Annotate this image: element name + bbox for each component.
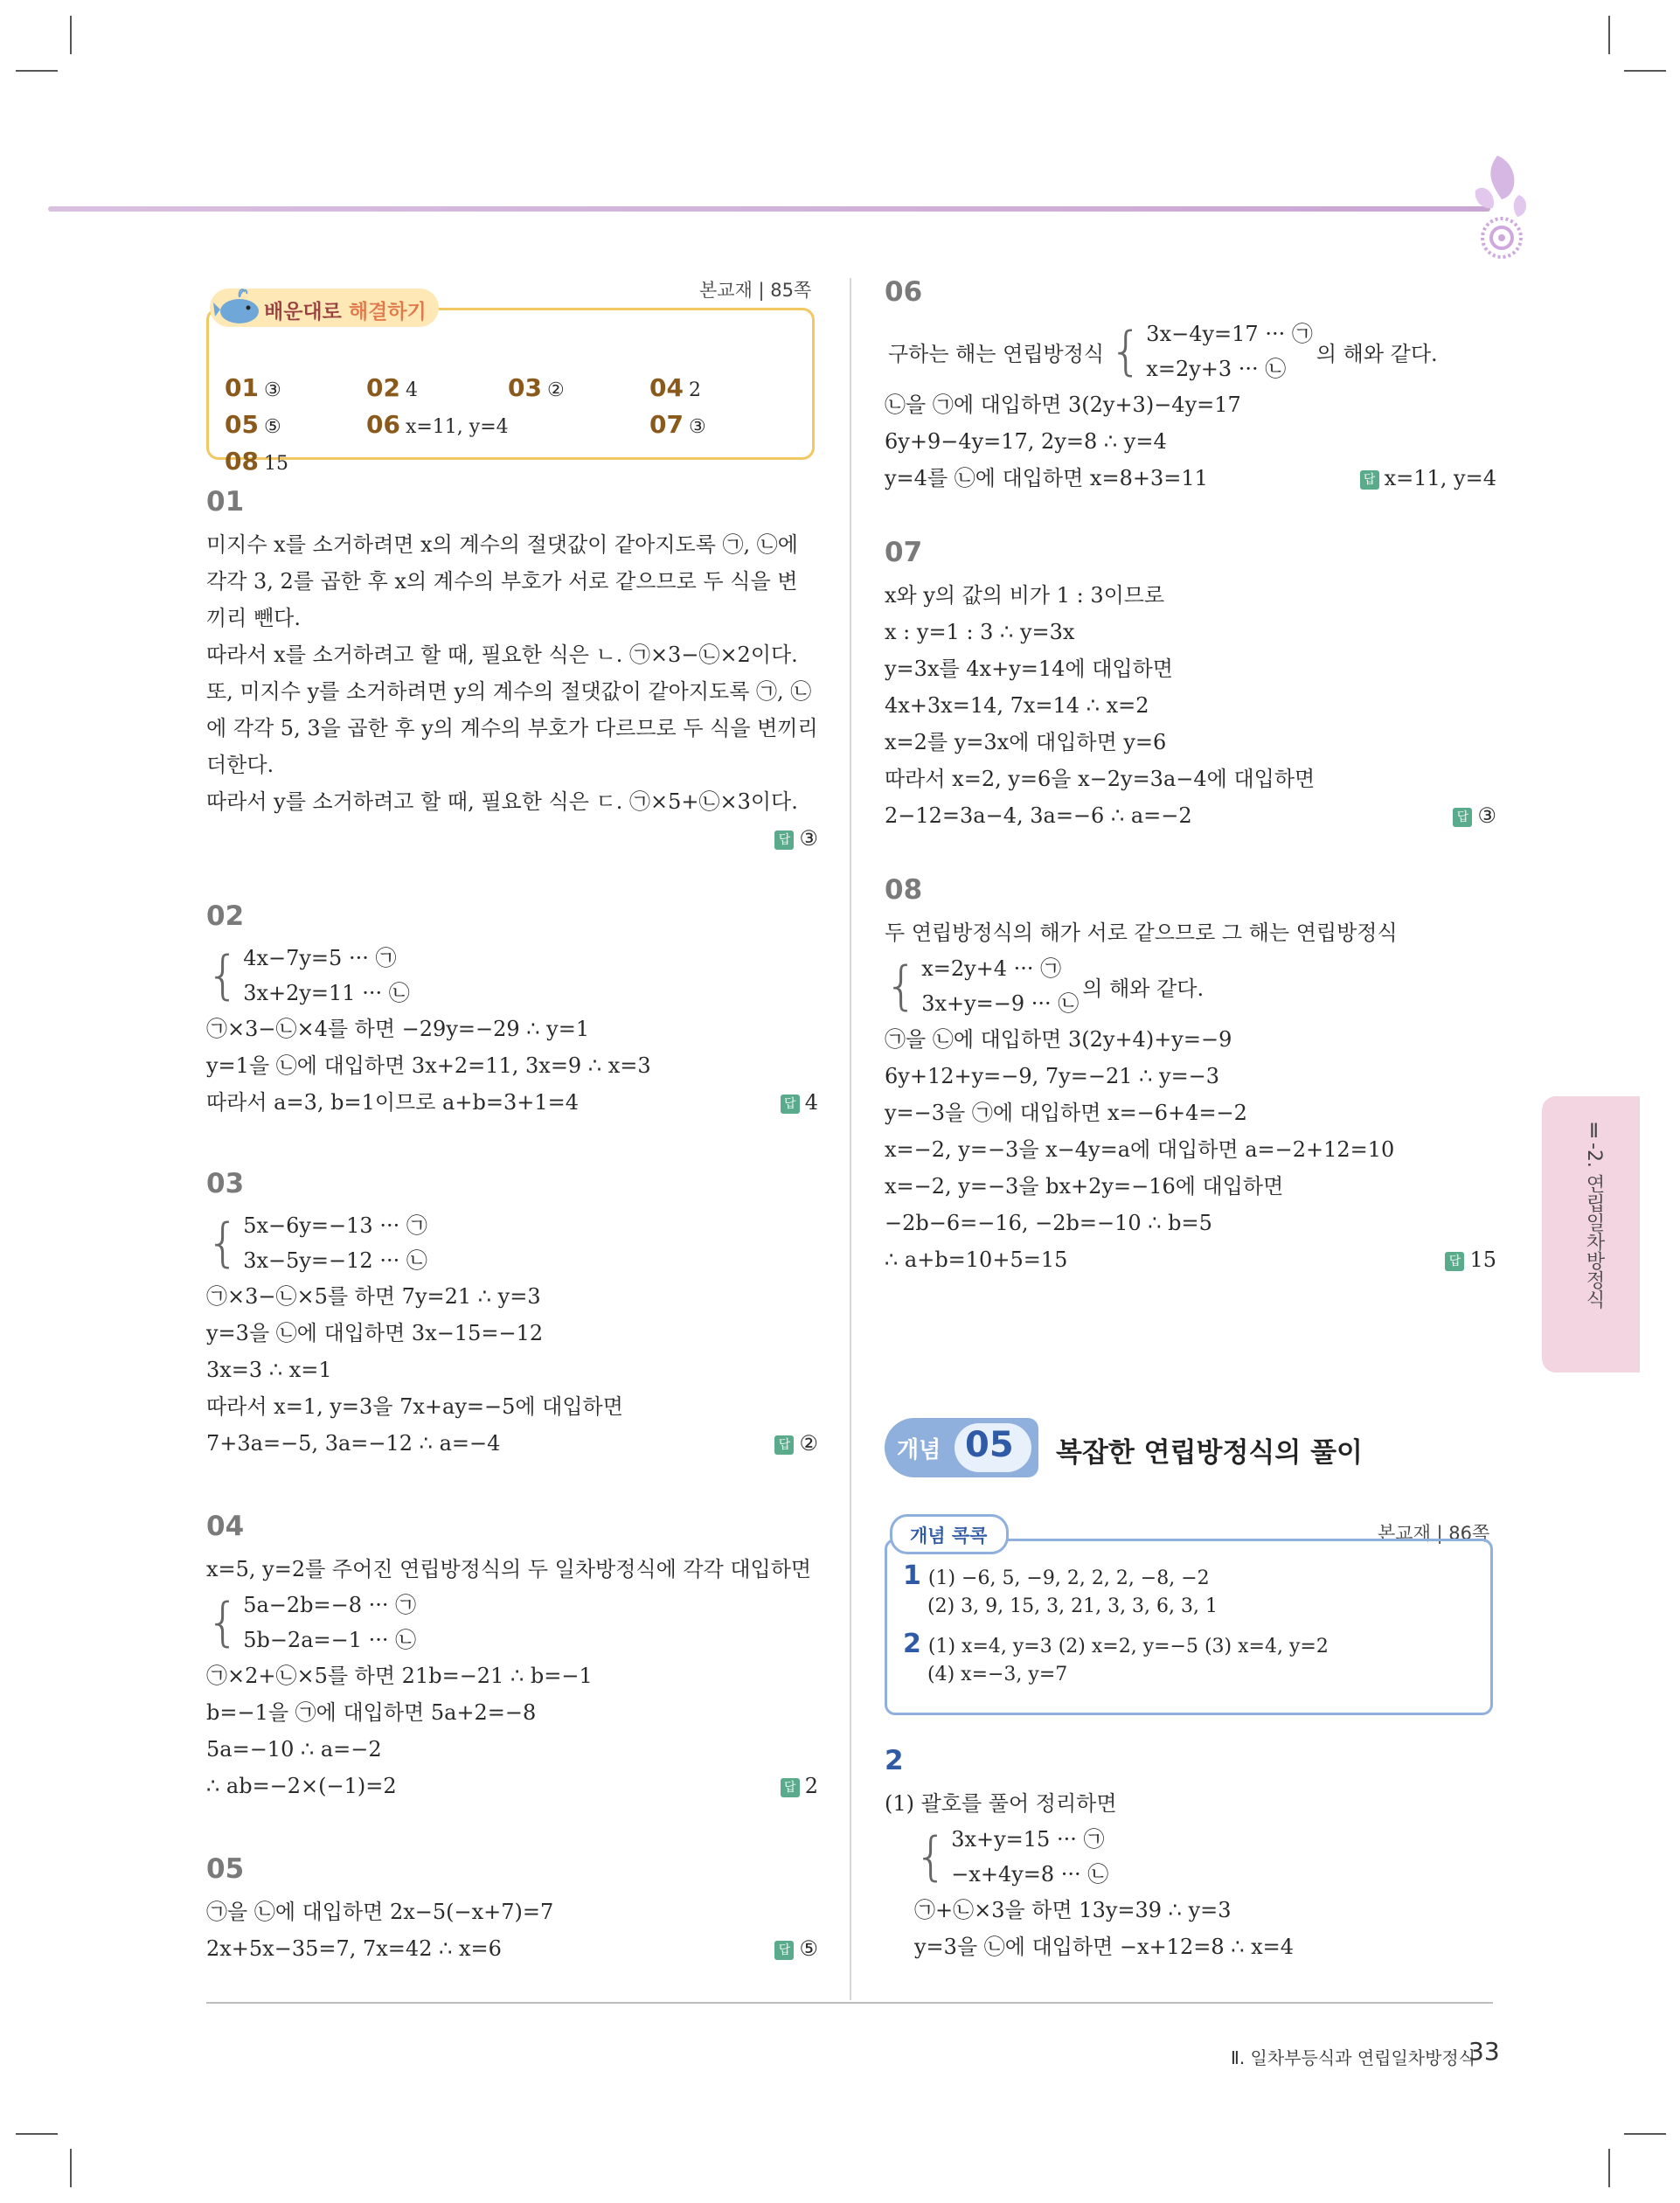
summary-item: 05 ⑤ [225,410,281,439]
whale-mascot-icon [213,283,262,327]
solution-line: x=−2, y=−3을 x−4y=a에 대입하면 a=−2+12=10 [885,1137,1395,1162]
summary-item: 07 ③ [649,410,706,439]
summary-tag-label: 배운대로 해결하기 [264,301,427,323]
answer: 답 ⑤ [774,1930,818,1967]
solution-line: y=3x를 4x+y=14에 대입하면 [885,657,1173,681]
solution-line: ∴ a+b=10+5=15 답 15 [885,1241,1496,1278]
solution-line: 두 연립방정식의 해가 서로 같으므로 그 해는 연립방정식 [885,921,1398,945]
problem-number: 04 [206,1511,245,1542]
answer: 답 ③ [774,820,818,857]
crop-mark [70,16,72,54]
answer-mark-icon: 답 [1360,470,1379,490]
problem-number: 05 [206,1853,245,1885]
brace-icon: { [1109,321,1143,382]
solution-line: y=3을 ㉡에 대입하면 3x−15=−12 [206,1321,544,1345]
problem-number: 08 [885,874,923,906]
concept-title: 복잡한 연립방정식의 풀이 [1056,1437,1363,1469]
solution-line: 6y+12+y=−9, 7y=−21 ∴ y=−3 [885,1064,1220,1088]
crop-mark [1608,16,1610,54]
solution-line: 5a=−10 ∴ a=−2 [206,1737,382,1762]
equation-system [206,1588,818,1657]
crop-mark [70,2149,72,2187]
solution-line: y=4를 ㉡에 대입하면 x=8+3=11 답 x=11, y=4 [885,460,1496,497]
crop-mark [16,70,58,72]
textbook-reference: 본교재 | 86쪽 [1378,1523,1490,1544]
problem-2 [885,1745,1496,1965]
equation: x=2y+3 ··· ㉡ [1146,357,1287,381]
problem-01 [206,486,818,857]
summary-item: 04 2 [649,373,701,402]
equation: 3x+y=−9 ··· ㉡ [921,991,1080,1016]
summary-item: 02 4 [366,373,418,402]
summary-item: 03 ② [508,373,565,402]
flower-ornament-icon [1458,147,1537,269]
equation-system [914,1822,1496,1892]
solution-line: 에 각각 5, 3을 곱한 후 y의 계수의 부호가 다르므로 두 식을 변끼리 [206,716,818,740]
solution-line: y=3을 ㉡에 대입하면 −x+12=8 ∴ x=4 [914,1935,1295,1959]
equation-system [206,1208,818,1278]
solution-line: 따라서 x=1, y=3을 7x+ay=−5에 대입하면 [206,1394,623,1419]
concept-tag: 개념 콕콕 [890,1514,1009,1554]
answer-mark-icon: 답 [781,1095,800,1114]
equation: 4x−7y=5 ··· ㉠ [243,946,397,970]
equation: 5a−2b=−8 ··· ㉠ [243,1593,417,1617]
answer: 답 ② [774,1425,818,1462]
answer-mark-icon: 답 [774,830,794,850]
answer-line [206,820,818,857]
concept-answer-2b: (4) x=−3, y=7 [927,1664,1068,1685]
concept-number: 05 [965,1425,1014,1465]
equation: 3x−4y=17 ··· ㉠ [1146,322,1313,346]
solution-line: x=2를 y=3x에 대입하면 y=6 [885,730,1167,754]
crop-mark [1624,2133,1666,2135]
equation: −x+4y=8 ··· ㉡ [951,1862,1109,1887]
solution-line: 또, 미지수 y를 소거하려면 y의 계수의 절댓값이 같아지도록 ㉠, ㉡ [206,679,812,704]
answer: 답 ③ [1453,797,1496,834]
solution-line: (1) 괄호를 풀어 정리하면 [885,1791,1117,1816]
solution-line: 따라서 y를 소거하려고 할 때, 필요한 식은 ㄷ. ㉠×5+㉡×3이다. [206,789,798,814]
summary-answer-box [206,308,815,476]
chapter-side-tab [1542,1096,1640,1373]
header-rule [48,206,1490,212]
solution-line: x=−2, y=−3을 bx+2y=−16에 대입하면 [885,1174,1284,1199]
brace-icon: { [885,956,919,1017]
problem-06 [885,276,1496,497]
concept-answer-2a: 2 (1) x=4, y=3 (2) x=2, y=−5 (3) x=4, y=2 [903,1629,1329,1659]
answer-mark-icon: 답 [774,1941,794,1960]
brace-icon: { [206,1213,240,1274]
equation: 3x+2y=11 ··· ㉡ [243,981,410,1005]
brace-icon: { [914,1826,948,1887]
problem-number: 06 [885,276,923,308]
answer-mark-icon: 답 [1453,808,1472,827]
concept-answer-1b: (2) 3, 9, 15, 3, 21, 3, 3, 6, 3, 1 [927,1595,1218,1617]
brace-icon: { [206,1592,240,1653]
chapter-side-tab-label: Ⅱ-2. 연립일차방정식 [1583,1121,1605,1309]
footer-chapter-title: Ⅱ. 일차부등식과 연립일차방정식 [1231,2047,1476,2068]
answer: 답 x=11, y=4 [1360,460,1496,497]
problem-08 [885,874,1496,1278]
solution-line: 3x=3 ∴ x=1 [206,1358,332,1382]
solution-line: y=−3을 ㉠에 대입하면 x=−6+4=−2 [885,1101,1247,1125]
footer-rule [206,2002,1493,2004]
concept-section [885,1418,1496,1733]
concept-answer-1a: 1 (1) −6, 5, −9, 2, 2, 2, −8, −2 [903,1560,1210,1591]
solution-line: 미지수 x를 소거하려면 x의 계수의 절댓값이 같아지도록 ㉠, ㉡에 [206,532,798,557]
answer-mark-icon: 답 [1445,1252,1464,1271]
solution-line: 7+3a=−5, 3a=−12 ∴ a=−4 답 ② [206,1425,818,1462]
equation-system [206,941,818,1011]
solution-line: 따라서 a=3, b=1이므로 a+b=3+1=4 답 4 [206,1084,818,1121]
crop-mark [1624,70,1666,72]
solution-line: 끼리 뺀다. [206,606,301,630]
answer-mark-icon: 답 [781,1778,800,1797]
page-number: 33 [1468,2037,1500,2066]
equation-system: { x=2y+4 ··· ㉠ 3x+y=−9 ··· ㉡ 의 해와 같다. [885,951,1496,1021]
solution-line: 더한다. [206,753,274,777]
problem-05 [206,1853,818,1967]
solution-line: 각각 3, 2를 곱한 후 x의 계수의 부호가 서로 같으므로 두 식을 변 [206,569,798,594]
brace-icon: { [206,945,240,1006]
problem-07 [885,537,1496,834]
crop-mark [16,2133,58,2135]
solution-line: ㉠을 ㉡에 대입하면 2x−5(−x+7)=7 [206,1900,554,1924]
problem-number: 01 [206,486,245,518]
problem-03 [206,1168,818,1462]
solution-line: −2b−6=−16, −2b=−10 ∴ b=5 [885,1211,1212,1235]
solution-line: ㉠×3−㉡×4를 하면 −29y=−29 ∴ y=1 [206,1017,590,1041]
concept-answer-box [885,1539,1493,1715]
solution-line: ㉡을 ㉠에 대입하면 3(2y+3)−4y=17 [885,393,1241,417]
answer: 답 2 [781,1768,818,1804]
problem-04 [206,1511,818,1804]
column-divider [850,278,851,2000]
problem-02 [206,900,818,1121]
solution-line: 6y+9−4y=17, 2y=8 ∴ y=4 [885,429,1167,454]
solution-line: ∴ ab=−2×(−1)=2 답 2 [206,1768,818,1804]
equation: x=2y+4 ··· ㉠ [921,956,1062,981]
solution-line: ㉠×2+㉡×5를 하면 21b=−21 ∴ b=−1 [206,1664,593,1688]
summary-item: 01 ③ [225,373,281,402]
solution-line: x와 y의 값의 비가 1 : 3이므로 [885,583,1165,608]
equation: 5b−2a=−1 ··· ㉡ [243,1628,417,1652]
solution-line: y=1을 ㉡에 대입하면 3x+2=11, 3x=9 ∴ x=3 [206,1053,651,1078]
problem-number: 03 [206,1168,245,1199]
summary-tag [210,288,439,327]
answer-mark-icon: 답 [774,1435,794,1455]
answer: 답 15 [1445,1241,1496,1278]
solution-line: ㉠×3−㉡×5를 하면 7y=21 ∴ y=3 [206,1284,541,1309]
equation: 3x+y=15 ··· ㉠ [951,1827,1105,1852]
problem-number: 02 [206,900,245,932]
concept-word: 개념 [897,1437,941,1463]
equation: 3x−5y=−12 ··· ㉡ [243,1248,427,1273]
summary-item: 06 x=11, y=4 [366,410,509,439]
crop-mark [1608,2149,1610,2187]
problem-number: 2 [885,1745,904,1776]
textbook-reference: 본교재 | 85쪽 [699,280,812,301]
solution-line: 따라서 x를 소거하려고 할 때, 필요한 식은 ㄴ. ㉠×3−㉡×2이다. [206,643,798,667]
equation: 5x−6y=−13 ··· ㉠ [243,1213,427,1238]
summary-item: 08 15 [225,447,288,476]
solution-line: ㉠+㉡×3을 하면 13y=39 ∴ y=3 [914,1898,1232,1922]
solution-line: 4x+3x=14, 7x=14 ∴ x=2 [885,693,1149,718]
answer: 답 4 [781,1084,818,1121]
equation-system: 구하는 해는 연립방정식 { 3x−4y=17 ··· ㉠ x=2y+3 ··· ㉡ 의 해와 같다. [885,316,1496,386]
solution-line: x=5, y=2를 주어진 연립방정식의 두 일차방정식에 각각 대입하면 [206,1557,812,1581]
solution-line: b=−1을 ㉠에 대입하면 5a+2=−8 [206,1700,537,1725]
solution-line: 2x+5x−35=7, 7x=42 ∴ x=6 답 ⑤ [206,1930,818,1967]
solution-line: 따라서 x=2, y=6을 x−2y=3a−4에 대입하면 [885,767,1316,791]
solution-line: ㉠을 ㉡에 대입하면 3(2y+4)+y=−9 [885,1027,1232,1052]
problem-number: 07 [885,537,923,568]
solution-line: x : y=1 : 3 ∴ y=3x [885,620,1075,644]
solution-line: 2−12=3a−4, 3a=−6 ∴ a=−2 답 ③ [885,797,1496,834]
concept-badge [885,1418,1038,1477]
